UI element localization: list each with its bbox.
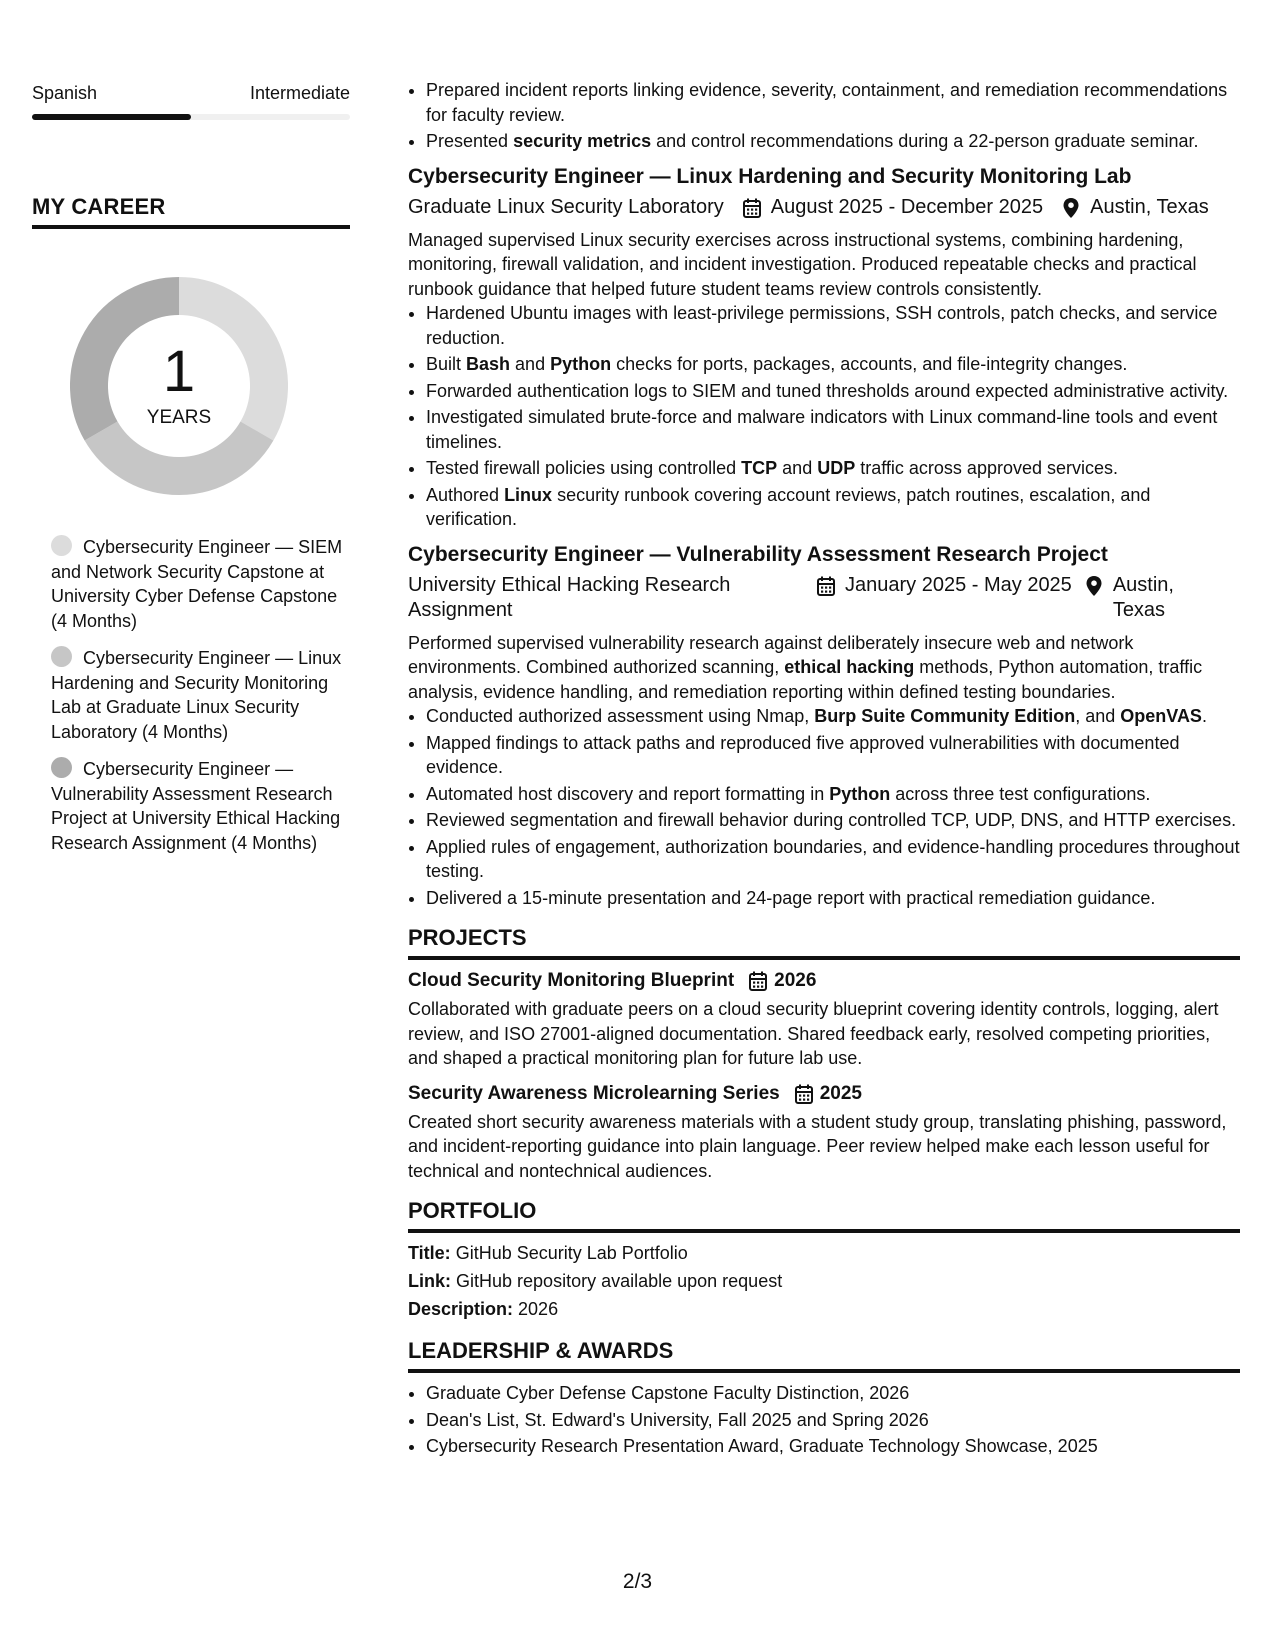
- text-run: , and: [1075, 706, 1121, 726]
- project-entry: [408, 968, 1240, 1071]
- job-location-text: Austin, Texas: [1112, 573, 1174, 621]
- job-organization: Graduate Linux Security Laboratory: [408, 195, 724, 218]
- text-run: Automated host discovery and report formatting in: [426, 783, 830, 804]
- bold-text: Python: [550, 354, 612, 374]
- text-run: Presented: [426, 131, 514, 151]
- text-run: Investigated simulated brute-force and malware indicators with Linux command-line tools and event timelines.: [426, 407, 1218, 452]
- award-item: • Graduate Cyber Defense Capstone Faculty Distinction, 2026: [426, 1381, 1240, 1406]
- left-column: [32, 80, 350, 868]
- portfolio-section-title: PORTFOLIO: [408, 1197, 1240, 1233]
- job-entry: [408, 163, 1240, 532]
- text-run: Hardened Ubuntu images with least-privilege permissions, SSH controls, patch checks, and service reduction.: [426, 303, 1218, 348]
- project-description: Created short security awareness materials with a student study group, translating phishing, password, and incident-reporting guidance into plain language. Peer review helped make each lesson useful for technical and nontechnical audiences.: [408, 1111, 1227, 1181]
- career-section-title: MY CAREER: [32, 194, 350, 229]
- project-name: Cloud Security Monitoring Blueprint: [408, 970, 735, 991]
- career-legend-text: Cybersecurity Engineer — Vulnerability Assessment Research Project at University Ethical Hacking Research Assignment (4 Months): [51, 759, 341, 853]
- text-run: Forwarded authentication logs to SIEM and tuned thresholds around expected administrative activity.: [426, 380, 1229, 401]
- legend-dot-icon: [51, 757, 72, 778]
- calendar-icon: [816, 575, 836, 597]
- career-total-unit: YEARS: [146, 407, 212, 428]
- text-run: checks for ports, packages, accounts, and file-integrity changes.: [611, 354, 1128, 374]
- bold-text: UDP: [817, 458, 856, 478]
- text-run: security runbook covering account reviews, patch routines, escalation, and verification.: [426, 484, 1151, 529]
- portfolio-link-label: Link:: [408, 1271, 451, 1291]
- job-location: [1061, 195, 1209, 220]
- job-description: [408, 228, 1240, 302]
- job-dates-text: August 2025 - December 2025: [770, 195, 1044, 218]
- portfolio-title-label: Title:: [408, 1243, 451, 1263]
- career-donut-chart: [66, 273, 292, 499]
- job-meta: [408, 573, 1240, 623]
- bullet-item: [426, 731, 1240, 780]
- legend-dot-icon: [51, 646, 72, 667]
- text-run: Built: [426, 354, 467, 374]
- text-run: Tested firewall policies using controlled: [426, 458, 742, 478]
- bullet-item: [426, 808, 1240, 833]
- language-row: [32, 80, 350, 106]
- bold-text: security metrics: [513, 131, 652, 151]
- text-run: Authored: [426, 484, 505, 505]
- job-organization: University Ethical Hacking Research Assignment: [408, 573, 731, 621]
- portfolio-description-label: Description:: [408, 1299, 514, 1319]
- bullet-item: [426, 886, 1240, 911]
- text-run: methods, Python automation, traffic analysis, evidence handling, and remediation reporting within defined testing boundaries.: [408, 657, 1203, 702]
- job-entry: [408, 541, 1240, 911]
- bold-text: Burp Suite Community Edition: [814, 706, 1076, 726]
- bullet-item: [426, 379, 1240, 404]
- bullet-item: [426, 129, 1240, 154]
- text-run: Applied rules of engagement, authorization boundaries, and evidence-handling procedures throughout testing.: [426, 836, 1240, 881]
- previous-job-bullets: [408, 78, 1240, 154]
- job-bullets: [408, 704, 1240, 910]
- projects-section-title: PROJECTS: [408, 924, 1240, 960]
- job-dates-text: January 2025 - May 2025: [845, 573, 1072, 596]
- project-name: Security Awareness Microlearning Series: [408, 1082, 780, 1104]
- project-title-row: [408, 968, 1240, 994]
- job-dates: [816, 573, 1072, 598]
- bullet-item: [426, 456, 1240, 481]
- text-run: Prepared incident reports linking evidence, severity, containment, and remediation recommendations for faculty review.: [426, 80, 1228, 125]
- location-pin-icon: [1061, 197, 1081, 219]
- job-dates: [742, 195, 1043, 220]
- calendar-icon: [742, 197, 762, 219]
- job-location: [1084, 573, 1194, 623]
- job-meta: [408, 195, 1240, 220]
- project-year: 2025: [819, 1082, 863, 1104]
- bullet-item: [426, 782, 1240, 807]
- page-number: 2/3: [622, 1570, 653, 1593]
- experience-list: [408, 163, 1240, 911]
- job-description: [408, 631, 1240, 705]
- right-column: [408, 78, 1240, 1461]
- job-bullets: [408, 301, 1240, 532]
- portfolio-title-row: [408, 1239, 1240, 1267]
- text-run: Conducted authorized assessment using Nmap,: [426, 706, 815, 726]
- career-legend-item: [51, 757, 350, 855]
- text-run: and: [510, 354, 551, 374]
- bold-text: Bash: [466, 354, 511, 374]
- job-title: Cybersecurity Engineer — Vulnerability Assessment Research Project: [408, 542, 1108, 566]
- portfolio-link-value: GitHub repository available upon request: [456, 1271, 783, 1291]
- bullet-item: [426, 405, 1240, 454]
- text-run: and: [777, 458, 818, 478]
- project-description: Collaborated with graduate peers on a cloud security blueprint covering identity controls, logging, alert review, and ISO 27001-aligned documentation. Shared feedback early, resolved competing priorities, and shaped a practical monitoring plan for future lab use.: [408, 999, 1219, 1068]
- project-year: 2026: [774, 970, 817, 991]
- bold-text: Python: [829, 783, 891, 804]
- portfolio-description-value: 2026: [518, 1299, 559, 1319]
- bullet-item: [426, 78, 1240, 127]
- career-legend-text: Cybersecurity Engineer — SIEM and Network Security Capstone at University Cyber Defense Capstone (4 Months): [51, 537, 343, 631]
- text-run: Delivered a 15-minute presentation and 24-page report with practical remediation guidance.: [426, 887, 1156, 908]
- portfolio-title-value: GitHub Security Lab Portfolio: [455, 1243, 688, 1263]
- job-location-text: Austin, Texas: [1090, 195, 1209, 218]
- career-legend-text: Cybersecurity Engineer — Linux Hardening and Security Monitoring Lab at Graduate Linux Security Laboratory (4 Months): [51, 648, 342, 742]
- career-total-years: 1: [162, 339, 196, 404]
- text-run: Performed supervised vulnerability research against deliberately insecure web and network environments. Combined authorized scanning,: [408, 632, 1134, 677]
- legend-dot-icon: [51, 535, 72, 556]
- project-entry: [408, 1081, 1240, 1184]
- language-level: Intermediate: [249, 83, 350, 103]
- portfolio-details: [408, 1239, 1240, 1323]
- bullet-item: [426, 835, 1240, 884]
- career-legend-item: [51, 535, 350, 633]
- awards-list: [408, 1381, 1240, 1459]
- award-item: • Dean's List, St. Edward's University, Fall 2025 and Spring 2026: [426, 1408, 1240, 1433]
- text-run: Mapped findings to attack paths and reproduced five approved vulnerabilities with documented evidence.: [426, 732, 1180, 777]
- bullet-item: [426, 483, 1240, 532]
- career-legend-item: [51, 646, 350, 744]
- donut-center: [66, 273, 292, 499]
- location-pin-icon: [1084, 575, 1104, 597]
- job-title: Cybersecurity Engineer — Linux Hardening and Security Monitoring Lab: [408, 164, 1132, 188]
- bullet-item: [426, 352, 1240, 377]
- language-name: Spanish: [32, 83, 98, 103]
- bold-text: TCP: [741, 458, 778, 478]
- text-run: and control recommendations during a 22-person graduate seminar.: [651, 131, 1199, 151]
- bullet-item: [426, 301, 1240, 350]
- awards-section-title: LEADERSHIP & AWARDS: [408, 1337, 1240, 1373]
- calendar-icon: [748, 970, 768, 992]
- text-run: traffic across approved services.: [855, 458, 1119, 478]
- portfolio-link-row: [408, 1267, 1240, 1295]
- calendar-icon: [794, 1083, 814, 1105]
- projects-list: [408, 968, 1240, 1183]
- project-title-row: [408, 1081, 1240, 1107]
- language-level-fill: [32, 114, 191, 120]
- text-run: .: [1201, 706, 1207, 726]
- text-run: Managed supervised Linux security exercises across instructional systems, combining hardening, monitoring, firewall validation, and incident investigation. Produced repeatable checks and practical runbook guidance that helped future student teams review controls consistently.: [408, 229, 1197, 299]
- portfolio-description-row: [408, 1295, 1240, 1323]
- language-level-bar: [32, 114, 350, 120]
- career-legend: [32, 535, 350, 855]
- bold-text: OpenVAS: [1120, 706, 1202, 726]
- award-item: • Cybersecurity Research Presentation Award, Graduate Technology Showcase, 2025: [426, 1434, 1240, 1459]
- bold-text: ethical hacking: [784, 657, 915, 677]
- text-run: Reviewed segmentation and firewall behavior during controlled TCP, UDP, DNS, and HTTP exercises.: [426, 810, 1237, 830]
- bold-text: Linux: [504, 484, 553, 505]
- bullet-item: [426, 704, 1240, 729]
- text-run: across three test configurations.: [890, 783, 1151, 804]
